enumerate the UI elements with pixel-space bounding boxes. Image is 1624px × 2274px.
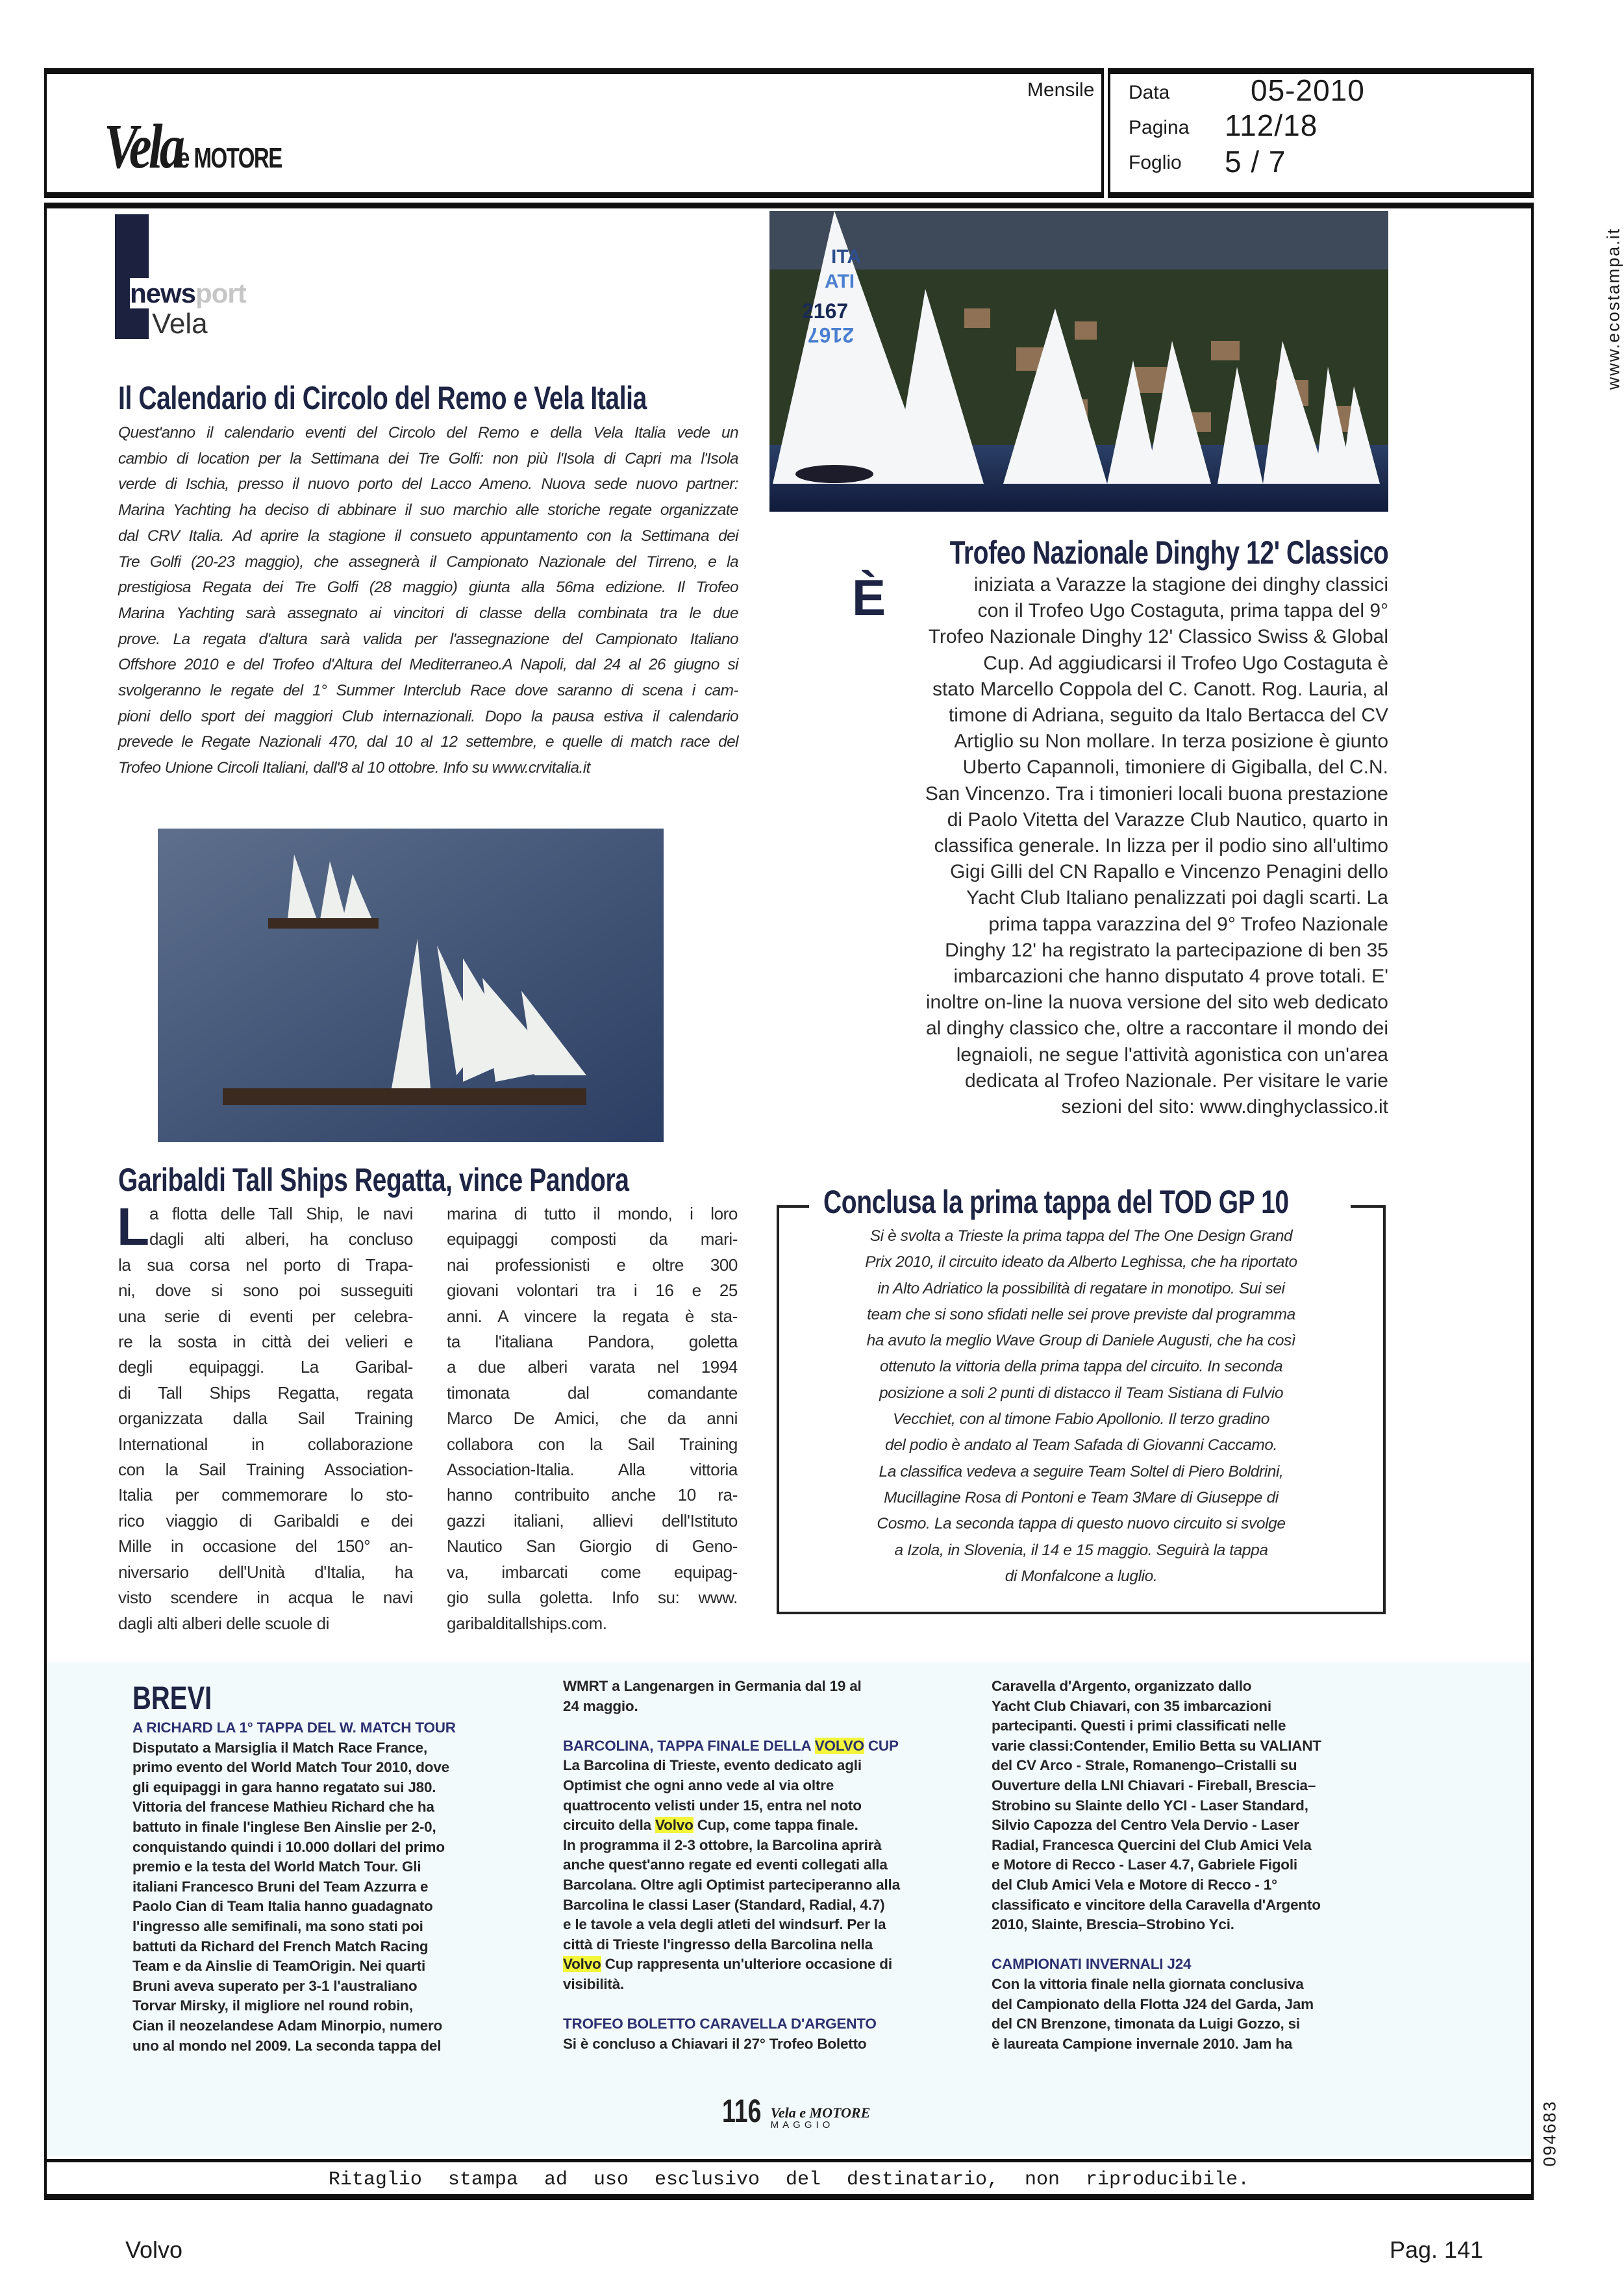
text-line: Uberto Capannoli, timoniere di Gigiballa, del C.N. (962, 756, 1388, 779)
text-line: iniziata a Varazze la stagione dei dinghy classici (973, 574, 1388, 595)
text-line: Cian il neozelandese Adam Minorpio, numero (132, 2017, 443, 2034)
text-line: Artiglio su Non mollare. In terza posizione è giunto (954, 731, 1388, 753)
text-line: premio e la testa del World Match Tour. Gli (132, 1858, 421, 1875)
tall-ships-photo (158, 829, 664, 1142)
text-line: Yacht Club Italiano penalizzati poi dagli scarti. La (966, 887, 1388, 909)
article2-dropcap: È (852, 569, 886, 626)
text-line: marina di tutto il mondo, i loro (447, 1204, 738, 1223)
text-line: Trofeo Nazionale Dinghy 12' Classico Swiss & Global (928, 626, 1388, 648)
text-line: Ouverture della LNI Chiavari - Fireball, Brescia– (992, 1777, 1316, 1793)
text-line: garibalditallships.com. (447, 1613, 607, 1633)
text-line: Vittoria del francese Mathieu Richard che ha (132, 1799, 434, 1816)
text-line: equipaggi composti da mari- (447, 1229, 738, 1249)
text-line: dedicata al Trofeo Nazionale. Per visitare le varie (964, 1069, 1388, 1092)
text-line: del Campionato della Flotta J24 del Garda, Jam (992, 1995, 1314, 2012)
ship-hull (268, 918, 379, 929)
text-line: 2010, Slainte, Brescia–Strobino Yci. (992, 1916, 1234, 1933)
text-line: San Vincenzo. Tra i timonieri locali buona prestazione (925, 782, 1388, 805)
text-line: Dinghy 12' ha registrato la partecipazione di ben 35 (945, 939, 1388, 961)
text-line: una serie di eventi per celebra- (118, 1306, 413, 1326)
text-line: anche quest'anno regate ed eventi collegati alla (563, 1856, 888, 1873)
section-logo-news: news (130, 278, 196, 308)
folio-magazine-name: Vela e MOTORE (770, 2105, 871, 2121)
text-line: CAMPIONATI INVERNALI J24 (992, 1956, 1192, 1973)
text-line: conquistando quindi i 10.000 dollari del primo (132, 1838, 445, 1855)
text-line: Mucillagine Rosa di Pontoni e Team 3Mare di Giuseppe di (884, 1488, 1279, 1506)
pagina-value: 112/18 (1225, 108, 1318, 142)
text-line: a flotta delle Tall Ship, le navi (149, 1204, 413, 1223)
article3-title: Garibaldi Tall Ships Regatta, vince Pandora (118, 1162, 629, 1198)
text-line: La classifica vedeva a seguire Team Soltel di Piero Boldrini, (879, 1462, 1284, 1481)
text-line: International in collaborazione (118, 1434, 413, 1454)
text-line: dal CRV Italia. Ad aprire la stagione il consueto appuntamento con la Settimana dei (118, 527, 738, 545)
text-line: in Alto Adriatico la possibilità di regatare in monotipo. Sui sei (877, 1279, 1285, 1297)
frequency-label: Mensile (1027, 79, 1095, 101)
text-line: battuto in finale l'inglese Ben Ainslie per 2-0, (132, 1818, 436, 1835)
text-line: Disputato a Marsiglia il Match Race France, (132, 1739, 428, 1756)
text-line: niversario dell'Unità d'Italia, ha (118, 1562, 413, 1582)
text-line: Con la vittoria finale nella giornata conclusiva (992, 1975, 1304, 1992)
text-line: Barcolana. Oltre agli Optimist parteciperanno alla (563, 1876, 900, 1893)
side-website: www.ecostampa.it (1603, 227, 1623, 390)
text-line: Tre Golfi (20-23 maggio), che assegnerà il Campionato Nazionale del Tirreno, e la (118, 553, 738, 571)
text-line: re la sosta in città dei velieri e (118, 1332, 413, 1352)
text-line: Vecchiet, con al timone Fabio Apollonio. Il terzo gradino (892, 1410, 1270, 1429)
folio-magazine (771, 2106, 871, 2130)
section-logo-port: port (195, 278, 246, 308)
folio-page-number: 116 (722, 2093, 762, 2129)
section-logo-sub: Vela (152, 308, 208, 340)
text-line: al dinghy classico che, oltre a raccontare il mondo dei (925, 1018, 1388, 1040)
article4-title: Conclusa la prima tappa del TOD GP 10 (823, 1184, 1289, 1220)
text-line: ha avuto la meglio Wave Group di Daniele Augusti, che ha così (866, 1332, 1296, 1350)
text-line: del CN Brenzone, timonata da Luigi Gozzo, si (992, 2016, 1300, 2032)
sail-number-text: 2167 (807, 323, 854, 347)
text-line: BARCOLINA, TAPPA FINALE DELLA VOLVO CUP (563, 1737, 899, 1754)
text-line: organizzata dalla Sail Training (118, 1408, 413, 1429)
sky (769, 211, 1388, 269)
text-line: Yacht Club Chiavari, con 35 imbarcazioni (992, 1697, 1271, 1714)
text-line: Volvo Cup rappresenta un'ulteriore occasione di (563, 1956, 892, 1973)
text-line (992, 1935, 1394, 1955)
brevi-col1 (132, 1718, 531, 2056)
text-line: del Club Amici Vela e Motore di Recco - 1° (992, 1876, 1277, 1893)
data-value: 05-2010 (1251, 73, 1365, 107)
side-code: 094683 (1540, 2100, 1560, 2167)
article3-dropcap: L (117, 1197, 150, 1256)
text-line: circuito della Volvo Cup, come tappa finale. (563, 1817, 858, 1834)
text-line: team che si sono sfidati nelle sei prove previste dal programma (867, 1305, 1295, 1323)
masthead-logo: Velae MOTORE (104, 112, 282, 182)
brevi-title: BREVI (132, 1680, 212, 1716)
text-line: Marina Yachting ha deciso di abbinare il suo marchio alle storiche regate organizzate (118, 501, 738, 519)
highlighted-keyword: Volvo (563, 1956, 601, 1973)
text-line: prevede le Regate Nazionali 470, dal 10 al 12 settembre, e quelle di match race del (118, 733, 738, 751)
folio-month: MAGGIO (770, 2119, 834, 2130)
sail-number-text: ITA (831, 246, 862, 268)
text-line: svolgeranno le regate del 1° Summer Interclub Race dove saranno di scena i cam- (118, 682, 738, 700)
text-line: quattrocento velisti under 15, entra nel noto (563, 1797, 862, 1814)
text-line: collabora con la Sail Training (447, 1434, 738, 1454)
text-line: Paolo Cian di Team Italia hanno guadagnato (132, 1898, 433, 1915)
text-line: Trofeo Unione Circoli Italiani, dall'8 al 10 ottobre. Info su www.crvitalia.it (118, 759, 590, 777)
text-line: e le tavole a vela degli atleti del windsurf. Per la (563, 1916, 886, 1933)
text-line: Radial, Francesca Quercini del Club Amici Vela (992, 1836, 1312, 1853)
text-line: 24 maggio. (563, 1697, 638, 1714)
text-line: Torvar Mirsky, il migliore nel round robin, (132, 1997, 413, 2014)
text-line: verde di Ischia, presso il nuovo porto del Lacco Ameno. Nuova sede nuovo partner: (118, 475, 738, 494)
text-line: gli equipaggi in gara hanno regatato sui J80. (132, 1779, 436, 1795)
text-line: dagli alti alberi delle scuole di (118, 1613, 330, 1633)
copyright-notice: Ritaglio stampa ad uso esclusivo del destinatario, non riproducibile. (328, 2169, 1250, 2191)
text-line: Mille in occasione del 150° an- (118, 1536, 413, 1556)
text-line: gio sulla goletta. Info su: www. (447, 1588, 738, 1608)
folio (722, 2092, 870, 2130)
highlighted-keyword: Volvo (655, 1817, 693, 1834)
text-line: dagli alti alberi, ha concluso (149, 1229, 413, 1249)
highlighted-keyword: VOLVO (814, 1737, 864, 1754)
text-line: città di Trieste l'ingresso della Barcolina nella (563, 1936, 873, 1953)
text-line: classifica generale. In lizza per il podio sino all'ultimo (934, 835, 1388, 857)
text-line: timone di Adriana, seguito da Italo Bertacca del CV (948, 705, 1388, 727)
tod-box-top-left (777, 1205, 809, 1208)
tod-box-top-right (1351, 1205, 1386, 1208)
text-line: Offshore 2010 e del Trofeo d'Altura del Mediterraneo.A Napoli, dal 24 al 26 giugno si (118, 656, 738, 674)
text-line: del CV Arco - Strale, Romanengo–Cristalli su (992, 1757, 1297, 1774)
text-line: prima tappa varazzina del 9° Trofeo Nazionale (988, 913, 1388, 935)
text-line: timonata dal comandante (447, 1382, 738, 1403)
text-line: Bruni aveva superato per 3-1 l'australiano (132, 1977, 418, 1994)
text-line: ottenuto la vittoria della prima tappa del circuito. In seconda (879, 1358, 1283, 1376)
ship-hull (223, 1088, 586, 1105)
text-line: Nautico San Giorgio di Geno- (447, 1536, 738, 1556)
section-logo (130, 278, 246, 309)
pagina-label: Pagina (1129, 117, 1190, 138)
text-line: posizione a soli 2 punti di distacco il Team Sistiana di Fulvio (879, 1384, 1284, 1402)
text-line: Caravella d'Argento, organizzato dallo (992, 1678, 1252, 1694)
text-line: La Barcolina di Trieste, evento dedicato agli (563, 1757, 862, 1774)
text-line: hanno contribuito anche 10 ra- (447, 1485, 738, 1505)
text-line: Gigi Gilli del CN Rapallo e Vincenzo Penagini dello (950, 861, 1388, 883)
text-line: rico viaggio di Garibaldi e dei (118, 1510, 413, 1531)
text-line: a due alberi varata nel 1994 (447, 1357, 738, 1377)
text-line: Marina Yachting sarà assegnato ai vincitori di classe della combinata tra le due (118, 604, 738, 622)
section-logo-bar (115, 214, 149, 339)
text-line: Si è svolta a Trieste la prima tappa del The One Design Grand (869, 1227, 1293, 1245)
text-line: è laureata Campione invernale 2010. Jam ha (992, 2035, 1293, 2052)
text-line: battuti da Richard del French Match Racing (132, 1938, 429, 1955)
brevi-col2 (563, 1677, 966, 2054)
text-line: a Izola, in Slovenia, il 14 e 15 maggio. Seguirà la tappa (894, 1541, 1268, 1559)
footer-page: Pag. 141 (1390, 2236, 1484, 2263)
article1-body (118, 420, 738, 781)
text-line: In programma il 2-3 ottobre, la Barcolina aprirà (563, 1836, 882, 1853)
text-line: pioni dello sport dei maggiori Club internazionali. Dopo la pausa estiva il calendario (118, 707, 738, 725)
text-line (563, 1995, 966, 2015)
dinghy-hull (795, 465, 873, 483)
text-line: TROFEO BOLETTO CARAVELLA D'ARGENTO (563, 2016, 877, 2032)
text-line: Association-Italia. Alla vittoria (447, 1460, 738, 1480)
article1-title: Il Calendario di Circolo del Remo e Vela Italia (118, 380, 647, 416)
text-line: gazzi italiani, allievi dell'Istituto (447, 1510, 738, 1531)
text-line: Quest'anno il calendario eventi del Circolo del Remo e della Vela Italia vede un (118, 424, 738, 442)
text-line: degli equipaggi. La Garibal- (118, 1357, 413, 1377)
text-line: A RICHARD LA 1° TAPPA DEL W. MATCH TOUR (132, 1719, 456, 1736)
sail-number-text: ATI (825, 271, 855, 292)
text-line: italiani Francesco Bruni del Team Azzurra e (132, 1878, 429, 1895)
regatta-photo (769, 211, 1388, 512)
text-line: del podio è andato al Team Safada di Giovanni Caccamo. (884, 1436, 1277, 1455)
foglio-label: Foglio (1129, 152, 1182, 173)
text-line: ta l'italiana Pandora, goletta (447, 1332, 738, 1352)
text-line: stato Marcello Coppola del C. Canott. Rog. Lauria, al (932, 678, 1388, 700)
text-line: e Motore di Recco - Laser 4.7, Gabriele Figoli (992, 1856, 1297, 1873)
text-line: visibilità. (563, 1975, 625, 1992)
text-line: sezioni del sito: www.dinghyclassico.it (1061, 1096, 1388, 1118)
text-line: di Tall Ships Regatta, regata (118, 1382, 413, 1403)
text-line: di Monfalcone a luglio. (1005, 1567, 1158, 1585)
text-line: partecipanti. Questi i primi classificati nelle (992, 1718, 1286, 1734)
brevi-col3 (992, 1677, 1394, 2054)
sail-number-text: 2167 (802, 299, 849, 323)
text-line (563, 1716, 966, 1736)
text-line: classificato e vincitore della Caravella d'Argento (992, 1896, 1321, 1913)
text-line: Cosmo. La seconda tappa di questo nuovo circuito si svolge (877, 1515, 1286, 1533)
text-line: l'ingresso alle semifinali, ma sono stati poi (132, 1918, 423, 1934)
text-line: giovani volontari tra i 16 e 25 (447, 1281, 738, 1301)
text-line: Strobino su Slainte dello YCI - Laser Standard, (992, 1797, 1308, 1814)
text-line: con la Sail Training Association- (118, 1460, 413, 1480)
text-line: Team e da Ainslie di TeamOrigin. Nei quarti (132, 1958, 426, 1975)
text-line: legnaioli, ne segue l'attività agonistica con un'area (956, 1043, 1388, 1066)
text-line: nai professionisti e oltre 300 (447, 1255, 738, 1275)
text-line: cambio di location per la Settimana dei Tre Golfi: non più l'Isola di Capri ma l'Isola (118, 449, 738, 468)
text-line: con il Trofeo Ugo Costaguta, prima tappa del 9° (977, 600, 1388, 622)
article4-body (786, 1223, 1377, 1590)
text-line: WMRT a Langenargen in Germania dal 19 al (563, 1678, 862, 1694)
text-line: Si è concluso a Chiavari il 27° Trofeo Boletto (563, 2035, 867, 2052)
text-line: primo evento del World Match Tour 2010, dove (132, 1759, 449, 1776)
text-line: prestigiosa Regata dei Tre Golfi (28 maggio) giunta alla 56ma edizione. Il Trofeo (118, 579, 738, 597)
text-line: Cup. Ad aggiudicarsi il Trofeo Ugo Costaguta è (983, 652, 1388, 674)
text-line: visto scendere in acqua le navi (118, 1588, 413, 1608)
text-line: varie classi:Contender, Emilio Betta su VALIANT (992, 1737, 1321, 1754)
text-line: Silvio Capozza del Centro Vela Dervio - Laser (992, 1817, 1299, 1834)
article3-col1 (117, 1197, 413, 1636)
text-line: Marco De Amici, che da anni (447, 1408, 738, 1429)
text-line: di Paolo Vitetta del Varazze Club Nautico, quarto in (947, 808, 1388, 831)
text-line: la sua corsa nel porto di Trapa- (118, 1255, 413, 1275)
text-line: imbarcazioni che hanno disputato 4 prove totali. E' (953, 966, 1388, 988)
text-line: va, imbarcati come equipag- (447, 1562, 738, 1582)
text-line: uno al mondo nel 2009. La seconda tappa del (132, 2037, 442, 2054)
text-line: Optimist che ogni anno vede al via oltre (563, 1777, 834, 1793)
text-line: inoltre on-line la nuova versione del sito web dedicato (925, 992, 1388, 1014)
text-line: Italia per commemorare lo sto- (118, 1485, 413, 1505)
foglio-value: 5 / 7 (1225, 145, 1286, 179)
article2-body (852, 569, 1388, 1120)
text-line: ni, dove si sono poi susseguiti (118, 1281, 413, 1301)
text-line: Prix 2010, il circuito ideato da Alberto Leghissa, che ha riportato (865, 1253, 1297, 1271)
text-line: Barcolina le classi Laser (Standard, Radial, 4.7) (563, 1896, 885, 1913)
data-label: Data (1129, 82, 1170, 103)
text-line: prove. La regata d'altura sarà valida per l'assegnazione del Campionato Italiano (118, 630, 738, 648)
footer-client: Volvo (125, 2236, 183, 2263)
article3-col2 (447, 1201, 738, 1636)
text-line: anni. A vincere la regata è sta- (447, 1306, 738, 1326)
notice-divider (45, 2159, 1532, 2162)
article2-title: Trofeo Nazionale Dinghy 12' Classico (949, 534, 1388, 571)
